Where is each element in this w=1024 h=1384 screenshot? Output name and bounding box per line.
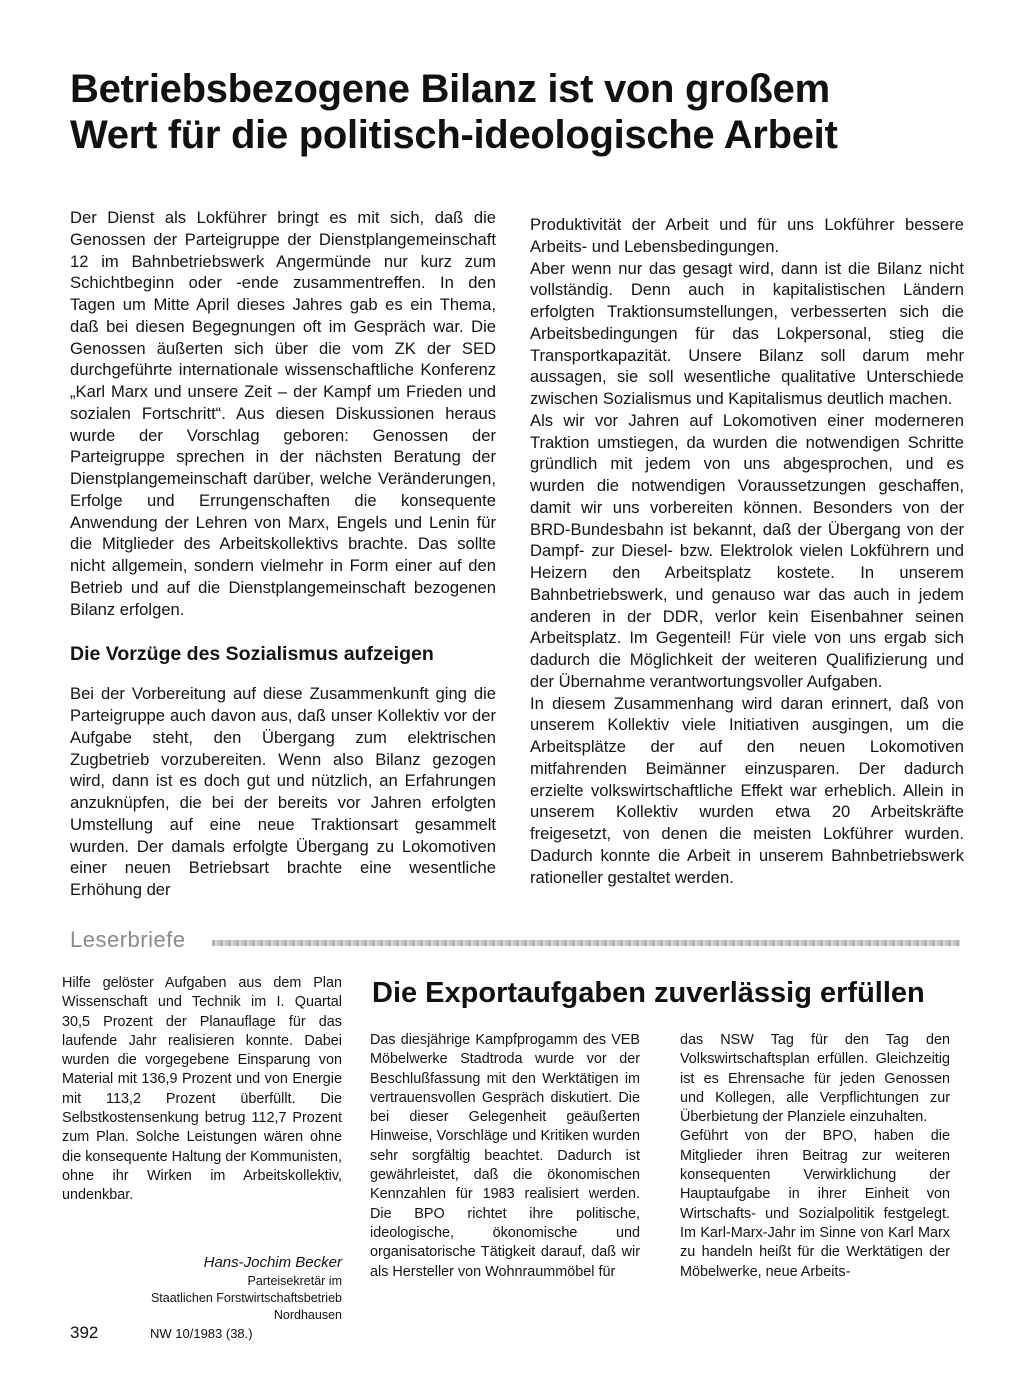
article-subheading: Die Vorzüge des Sozialismus aufzeigen: [70, 643, 434, 666]
section-rubric: [70, 926, 960, 956]
letter-text: Hilfe gelöster Aufgaben aus dem Plan Wissenschaft und Technik im I. Quartal 30,5 Prozent der Planauflage für das laufende Jahr realisieren konnte. Dabei wurden die vorgegebene Einsparung von Material mit 136,9 Prozent und von Energie mit 113,2 Prozent überfüllt. Die Selbstkostensenkung betrug 112,7 Prozent zum Plan. Solche Leistungen wären ohne die konsequente Haltung der Kommunisten, ohne ihr Wirken im Arbeitskollektiv, undenkbar.: [62, 975, 342, 1204]
export-paragraph: Geführt von der BPO, haben die Mitglieder ihren Beitrag zur weiteren konsequenten Verwirklichung der Hauptaufgabe in ihrer Einheit von Wirtschafts- und Sozialpolitik festgelegt. Im Karl-Marx-Jahr im Sinne von Karl Marx zu handeln heißt für die Werktätigen der Möbelwerke, neue Arbeits-: [680, 1128, 950, 1280]
article-paragraph: Aber wenn nur das gesagt wird, dann ist die Bilanz nicht vollständig. Denn auch in kapitalistischen Ländern erfolgten Traktionsumstellungen, verbesserten sich die Arbeitsbedingungen für das Lokpersonal, stieg die Transportkapazität. Unsere Bilanz soll darum mehr aussagen, sie soll wesentliche qualitative Unterschiede zwischen Sozialismus und Kapitalismus deutlich machen.: [530, 258, 964, 408]
page-footer: [70, 1322, 470, 1346]
issue-reference: NW 10/1983 (38.): [150, 1326, 253, 1341]
article-left-column: [70, 207, 496, 901]
export-article-title: Die Exportaufgaben zuverlässig erfüllen: [372, 977, 925, 1009]
reader-letter: [62, 974, 342, 1206]
export-right-column: [680, 1031, 950, 1282]
article-paragraph: Als wir vor Jahren auf Lokomotiven einer moderneren Traktion umstiegen, da wurden die notwendigen Schritte gründlich mit jedem von uns abgesprochen, und es wurden die notwendigen Voraussetzungen geschaffen, damit wir uns vorbereiten können. Besonders von der BRD-Bundesbahn ist bekannt, daß der Übergang von der Dampf- zur Diesel- bzw. Elektrolok vielen Lokführern und Heizern den Arbeitsplatz kostete. In unserem Bahnbetriebswerk, und genauso war das auch in jedem anderen in der DDR, verlor kein Eisenbahner seinen Arbeitsplatz. Im Gegenteil! Für viele von uns ergab sich dadurch die Möglichkeit der weiteren Qualifizierung und der Übernahme verantwortungsvoller Aufgaben.: [530, 410, 964, 691]
article-title-line-1: Betriebsbezogene Bilanz ist von großem: [70, 67, 830, 111]
letter-author-role: Parteisekretär im: [247, 1274, 342, 1288]
letter-author: Hans-Jochim Becker: [203, 1254, 342, 1271]
export-paragraph: Das diesjährige Kampfprogamm des VEB Möbelwerke Stadtroda wurde vor der Beschlußfassung mit den Werktätigen im vertrauensvollen Gespräch diskutiert. Die bei dieser Gelegenheit geäußerten Hinweise, Vorschläge und Kritiken wurden sehr sorgfältig beachtet. Dadurch ist gewährleistet, daß die ökonomischen Kennzahlen für 1983 realisiert werden. Die BPO richtet ihre politische, ideologische, ökonomische und organisatorische Tätigkeit darauf, daß wir als Hersteller von Wohnraummöbel für: [370, 1032, 640, 1280]
rubric-divider: [212, 940, 960, 946]
letter-author-role: Nordhausen: [273, 1308, 342, 1322]
article-paragraph: Produktivität der Arbeit und für uns Lokführer bessere Arbeits- und Lebensbedingungen.: [530, 215, 964, 256]
export-left-column: [370, 1031, 640, 1282]
page-number: 392: [70, 1323, 99, 1342]
rubric-label: Leserbriefe: [70, 927, 186, 952]
article-right-column: [530, 214, 964, 888]
article-paragraph: Der Dienst als Lokführer bringt es mit sich, daß die Genossen der Parteigruppe der Dienstplangemeinschaft 12 im Bahnbetriebswerk Angermünde nur kurz zum Schichtbeginn oder -ende zusammentreffen. In den Tagen um Mitte April dieses Jahres gab es ein Thema, daß bei diesen Begegnungen oft im Gespräch war. Die Genossen äußerten sich über die vom ZK der SED durchgeführte internationale wissenschaftliche Konferenz „Karl Marx und unsere Zeit – der Kampf um Frieden und sozialen Fortschritt“. Aus diesen Diskussionen heraus wurde der Vorschlag geboren: Genossen der Parteigruppe sprechen in der nächsten Beratung der Dienstplangemeinschaft darüber, welche Veränderungen, Erfolge und Errungenschaften die konsequente Anwendung der Lehren von Marx, Engels und Lenin für die Mitglieder des Arbeitskollektivs brachte. Das sollte nicht allgemein, sondern vielmehr in Form einer auf den Betrieb und auf die Dienstplangemeinschaft bezogenen Bilanz erfolgen.: [70, 208, 496, 619]
letter-signature: [120, 1253, 342, 1324]
export-paragraph: das NSW Tag für den Tag den Volkswirtschaftsplan erfüllen. Gleichzeitig ist es Ehrensache für jeden Genossen und Kollegen, alle Verpflichtungen zur Überbietung der Planziele einzuhalten.: [680, 1032, 950, 1126]
article-paragraph: In diesem Zusammenhang wird daran erinnert, daß von unserem Kollektiv viele Initiativen ausgingen, um die Arbeitsplätze der auf den neuen Lokomotiven mitfahrenden Beimänner einzusparen. Der dadurch erzielte volkswirtschaftliche Effekt war erheblich. Allein in unserem Kollektiv wurden etwa 20 Arbeitskräfte freigesetzt, von denen die meisten Lokführer wurden. Dadurch konnte die Arbeit in unserem Bahnbetriebswerk rationeller gestaltet werden.: [530, 693, 964, 887]
article-title: [70, 66, 970, 158]
article-title-line-2: Wert für die politisch-ideologische Arbeit: [70, 113, 838, 157]
article-paragraph: Bei der Vorbereitung auf diese Zusammenkunft ging die Parteigruppe auch davon aus, daß unser Kollektiv vor der Aufgabe steht, den Übergang zum elektrischen Zugbetrieb vorzubereiten. Wenn also Bilanz gezogen wird, dann ist es doch gut und nützlich, an Erfahrungen anzuknüpfen, die bei der bereits vor Jahren erfolgten Umstellung auf eine neue Traktionsart gesammelt wurden. Der damals erfolgte Übergang zu Lokomotiven einer neuen Betriebsart brachte eine wesentliche Erhöhung der: [70, 684, 496, 899]
letter-author-role: Staatlichen Forstwirtschaftsbetrieb: [150, 1291, 342, 1305]
